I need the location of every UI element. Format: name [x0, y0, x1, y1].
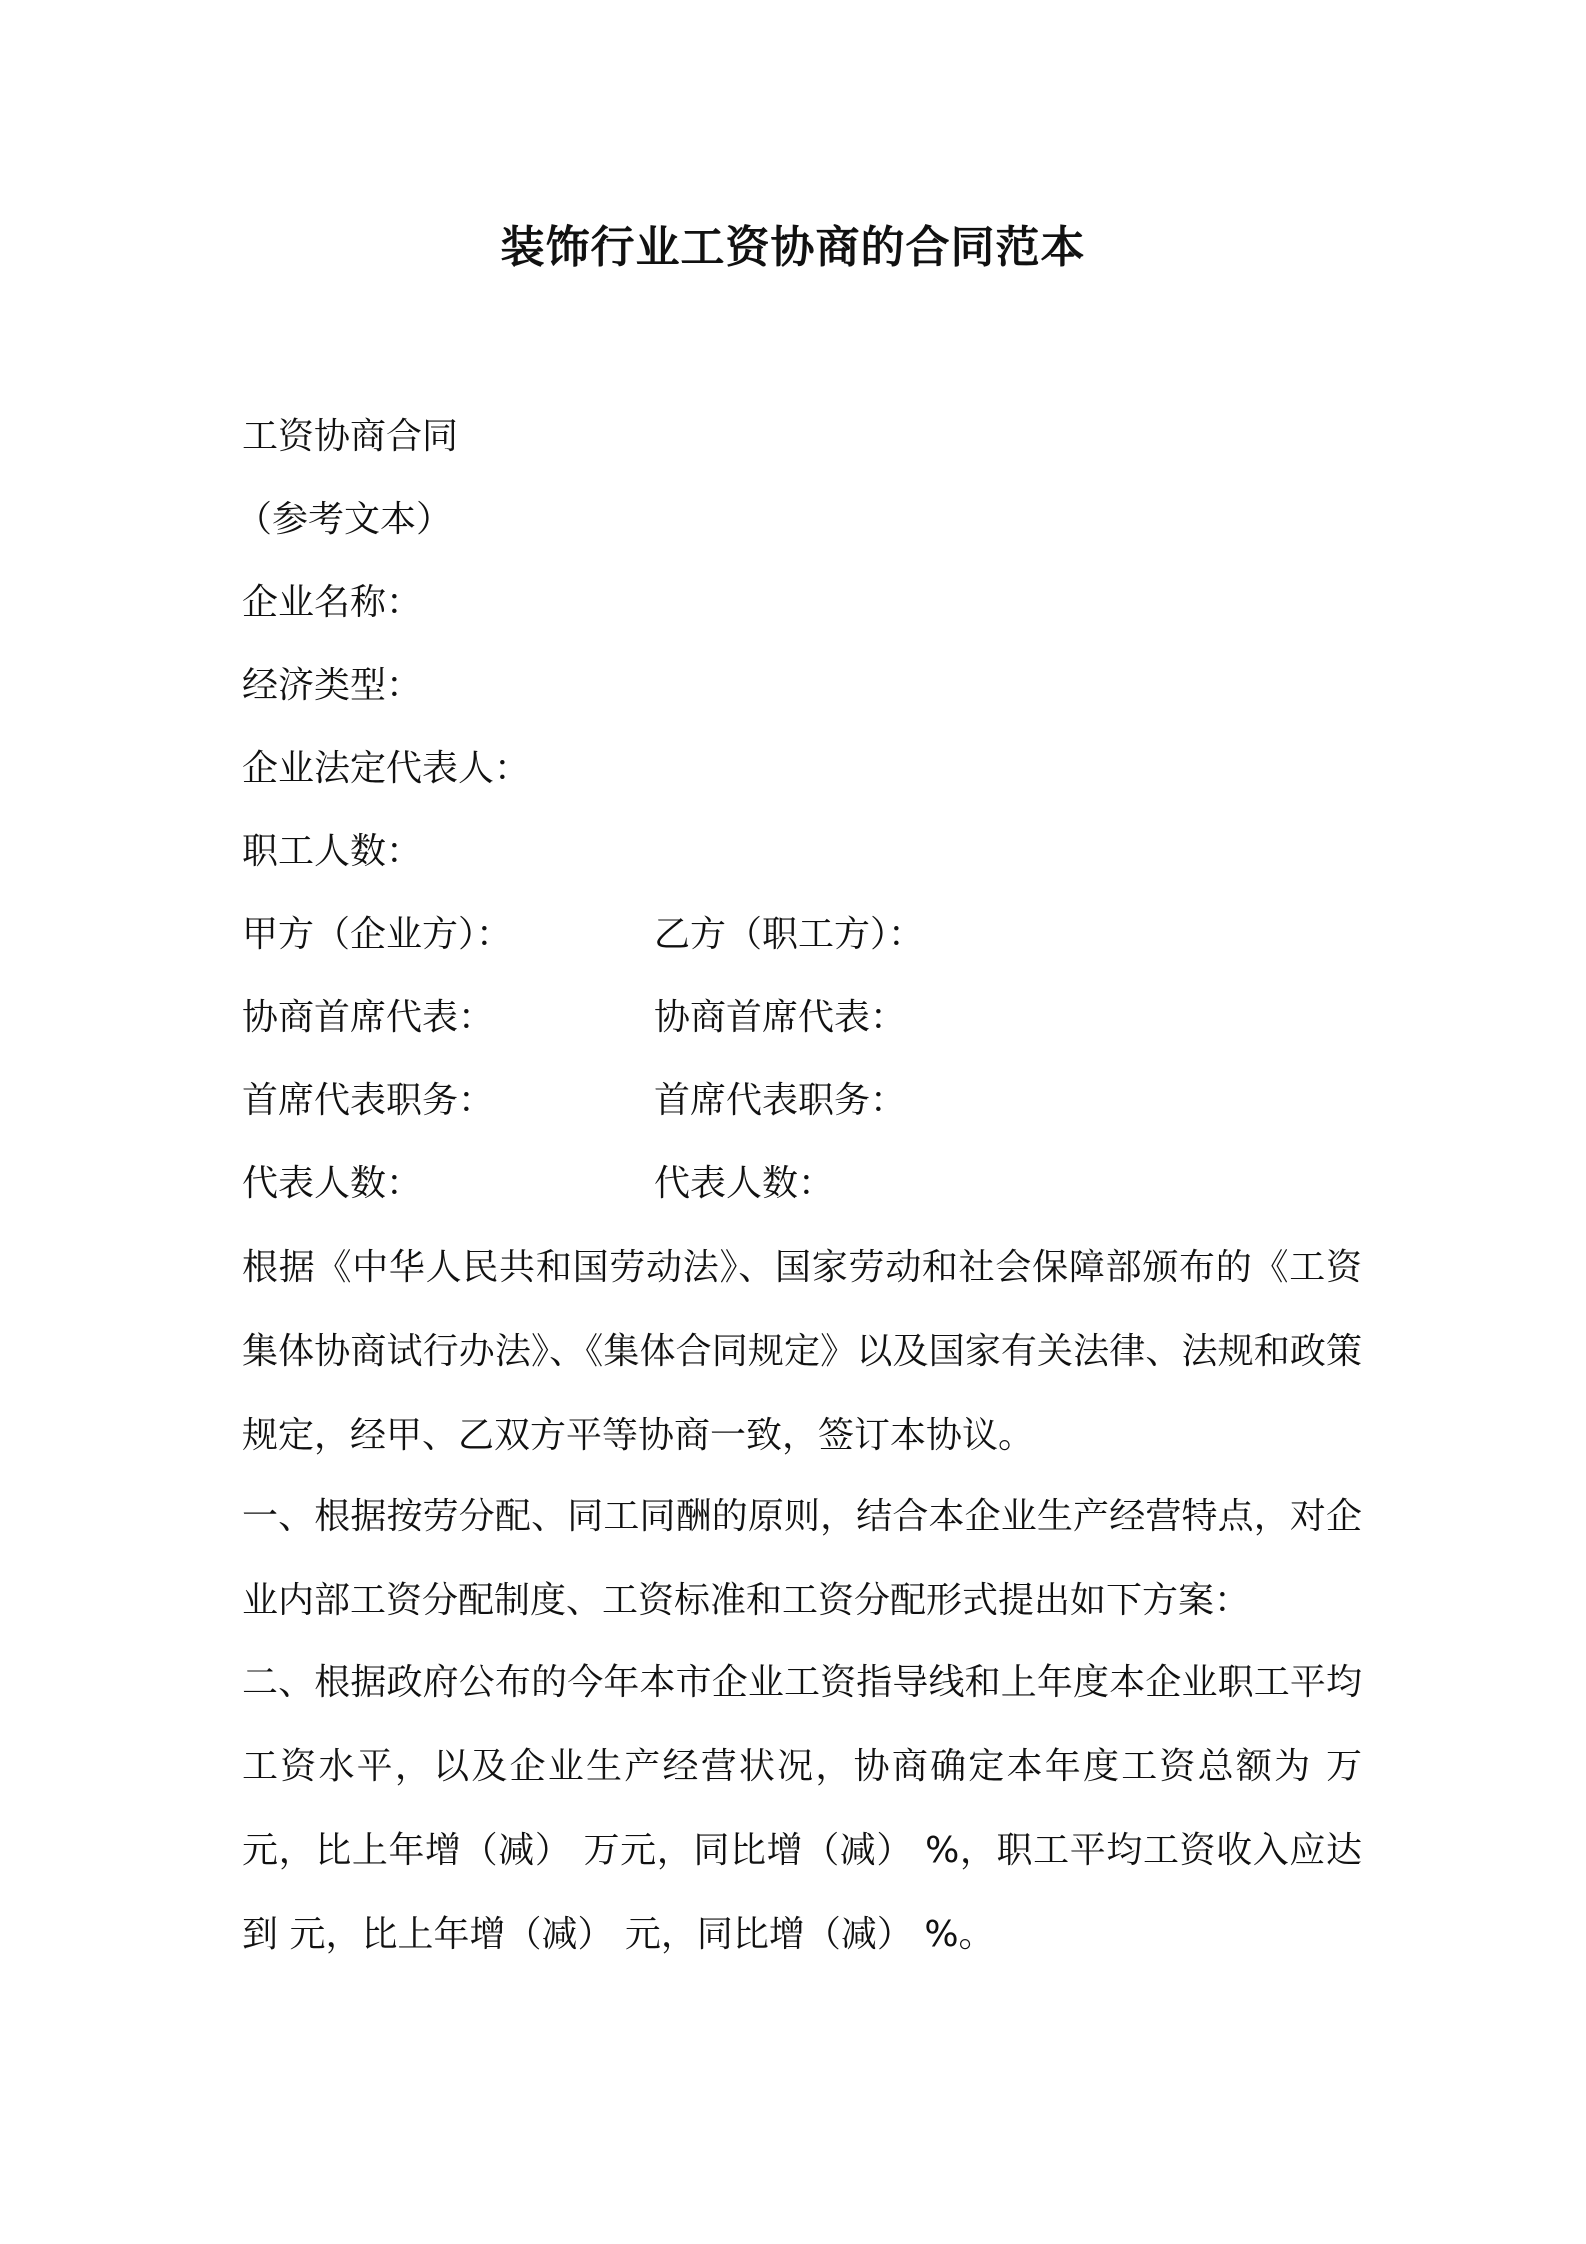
contract-subtitle: （参考文本）	[236, 499, 453, 540]
preamble-paragraph: 根据《中华人民共和国劳动法》、国家劳动和社会保障部颁布的《工资集体协商试行办法》、《集体合同规定》以及国家有关法律、法规和政策规定，经甲、乙双方平等协商一致，签订本协议。	[242, 1247, 1362, 1456]
party-b-chief-representative: 协商首席代表：	[654, 997, 907, 1038]
party-b-chief-title: 首席代表职务：	[654, 1080, 907, 1121]
contract-name: 工资协商合同	[242, 416, 459, 457]
party-a-chief-title: 首席代表职务：	[242, 1080, 495, 1121]
clause-2-paragraph: 二、根据政府公布的今年本市企业工资指导线和上年度本企业职工平均工资水平，以及企业生产经营状况，协商确定本年度工资总额为 万元，比上年增（减） 万元，同比增（减） %，职工平均工资收入应达到 元，比上年增（减） 元，同比增（减） %。	[242, 1662, 1362, 1955]
field-enterprise-name: 企业名称：	[242, 582, 423, 623]
party-a-label: 甲方（企业方）：	[242, 914, 513, 955]
party-a-chief-representative: 协商首席代表：	[242, 997, 495, 1038]
field-staff-count: 职工人数：	[242, 831, 423, 872]
clause-1-paragraph: 一、根据按劳分配、同工同酬的原则，结合本企业生产经营特点，对企业内部工资分配制度、工资标准和工资分配形式提出如下方案：	[242, 1496, 1362, 1621]
party-b-label: 乙方（职工方）：	[654, 914, 925, 955]
party-b-representative-count: 代表人数：	[654, 1163, 835, 1204]
field-economic-type: 经济类型：	[242, 665, 423, 706]
party-a-representative-count: 代表人数：	[242, 1163, 423, 1204]
document-title: 装饰行业工资协商的合同范本	[500, 222, 1086, 273]
field-legal-representative: 企业法定代表人：	[242, 748, 531, 789]
